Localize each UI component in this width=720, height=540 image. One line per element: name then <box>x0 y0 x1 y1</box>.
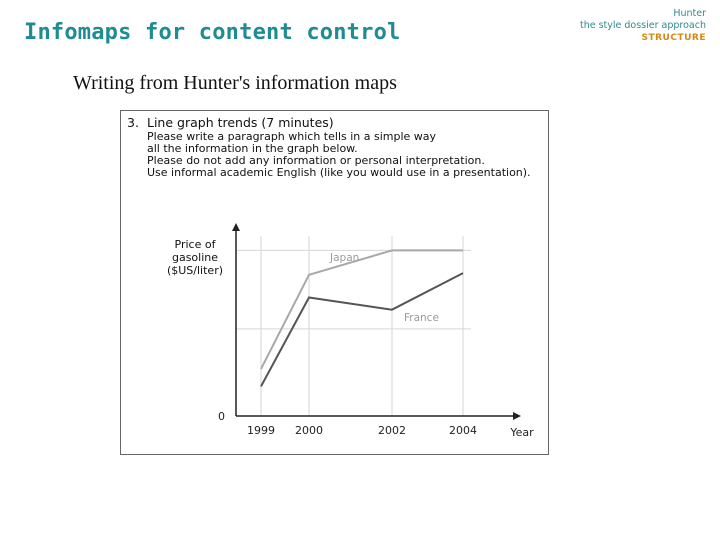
x-tick-label-2004: 2004 <box>449 424 477 437</box>
slide-subtitle: Writing from Hunter's information maps <box>73 72 397 94</box>
series-line-france <box>261 273 463 386</box>
series-label-france: France <box>404 312 439 324</box>
y-tick-label-0: 0 <box>218 410 225 423</box>
brand-name: Hunter <box>673 8 706 19</box>
slide-title: Infomaps for content control <box>24 20 401 45</box>
line-graph <box>121 111 550 456</box>
task-number: 3. <box>127 115 139 130</box>
worksheet-image <box>120 110 549 455</box>
task-heading: Line graph trends (7 minutes) <box>147 115 334 130</box>
brand-tagline: the style dossier approach <box>579 20 706 31</box>
series-line-japan <box>261 250 463 369</box>
series-label-japan: Japan <box>330 252 360 264</box>
x-tick-label-2002: 2002 <box>378 424 406 437</box>
x-axis-arrow <box>513 412 521 420</box>
y-axis-label: Price of gasoline ($US/liter) <box>166 238 224 277</box>
branding <box>580 8 706 44</box>
instruction-line-3: Please do not add any information or personal interpretation. <box>147 154 485 167</box>
x-axis-label: Year <box>510 426 534 439</box>
y-axis-arrow <box>232 223 240 231</box>
x-tick-label-2000: 2000 <box>295 424 323 437</box>
instruction-line-2: all the information in the graph below. <box>147 142 358 155</box>
brand-section: STRUCTURE <box>641 33 706 43</box>
instruction-line-1: Please write a paragraph which tells in a simple way <box>147 130 437 143</box>
instruction-line-4: Use informal academic English (like you would use in a presentation). <box>147 166 531 179</box>
x-tick-label-1999: 1999 <box>247 424 275 437</box>
